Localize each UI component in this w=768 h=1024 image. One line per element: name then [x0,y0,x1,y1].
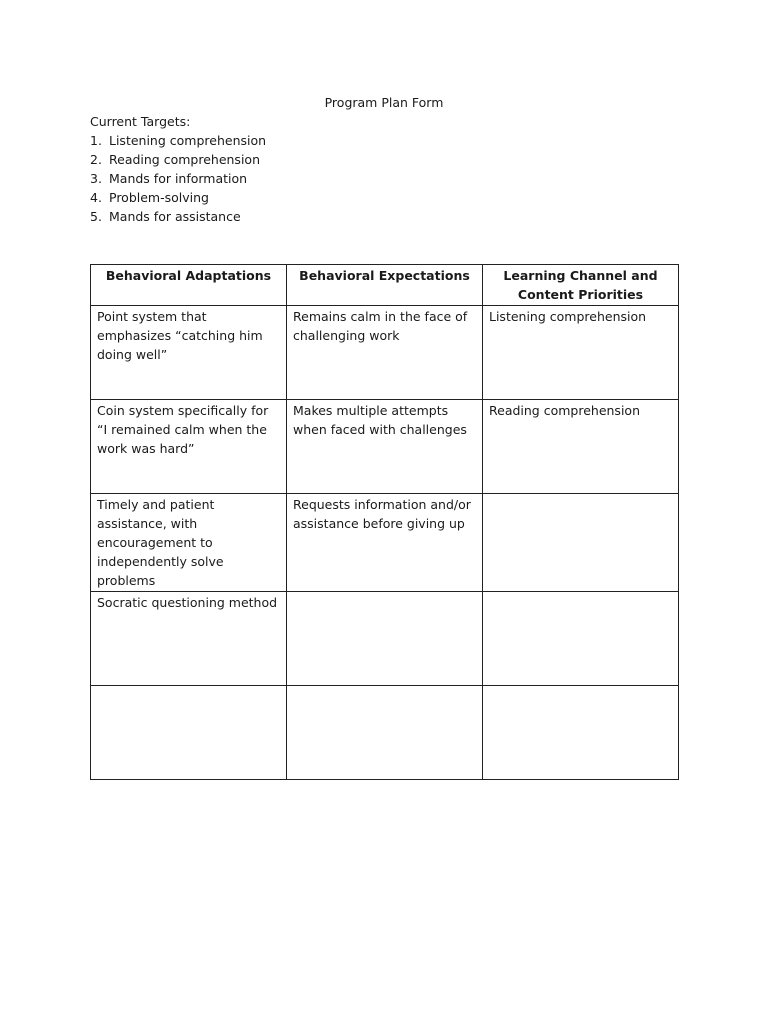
target-text: Mands for information [109,171,248,186]
table-cell: Reading comprehension [483,400,679,494]
table-cell [91,686,287,780]
table-cell: Makes multiple attempts when faced with challenges [287,400,483,494]
table-cell: Socratic questioning method [91,592,287,686]
target-item [90,188,266,207]
target-text: Mands for assistance [109,209,241,224]
header-behavioral-expectations: Behavioral Expectations [287,265,483,306]
target-item [90,207,266,226]
table-row [91,592,679,686]
table-row [91,306,679,400]
target-item [90,131,266,150]
program-plan-table [90,264,679,780]
table-cell [287,592,483,686]
target-item [90,150,266,169]
current-targets-section [90,112,266,226]
table-row [91,400,679,494]
table-cell [483,592,679,686]
target-text: Problem-solving [109,190,209,205]
table-cell [287,686,483,780]
table-cell: Listening comprehension [483,306,679,400]
table-cell: Point system that emphasizes “catching him doing well” [91,306,287,400]
table-row [91,494,679,592]
target-number: 2. [90,152,102,167]
target-number: 5. [90,209,102,224]
table-cell: Timely and patient assistance, with encouragement to independently solve problems [91,494,287,592]
targets-list [90,131,266,226]
page-title: Program Plan Form [324,95,444,110]
table-cell [483,686,679,780]
header-behavioral-adaptations: Behavioral Adaptations [91,265,287,306]
target-number: 4. [90,190,102,205]
target-text: Reading comprehension [109,152,260,167]
targets-heading: Current Targets: [90,114,191,129]
table-row [91,686,679,780]
table-header-row [91,265,679,306]
target-text: Listening comprehension [109,133,267,148]
target-number: 1. [90,133,102,148]
table-cell: Requests information and/or assistance before giving up [287,494,483,592]
table-cell [483,494,679,592]
target-item [90,169,266,188]
table-cell: Remains calm in the face of challenging work [287,306,483,400]
target-number: 3. [90,171,102,186]
table-cell: Coin system specifically for “I remained calm when the work was hard” [91,400,287,494]
header-learning-channel-priorities: Learning Channel and Content Priorities [483,265,679,306]
